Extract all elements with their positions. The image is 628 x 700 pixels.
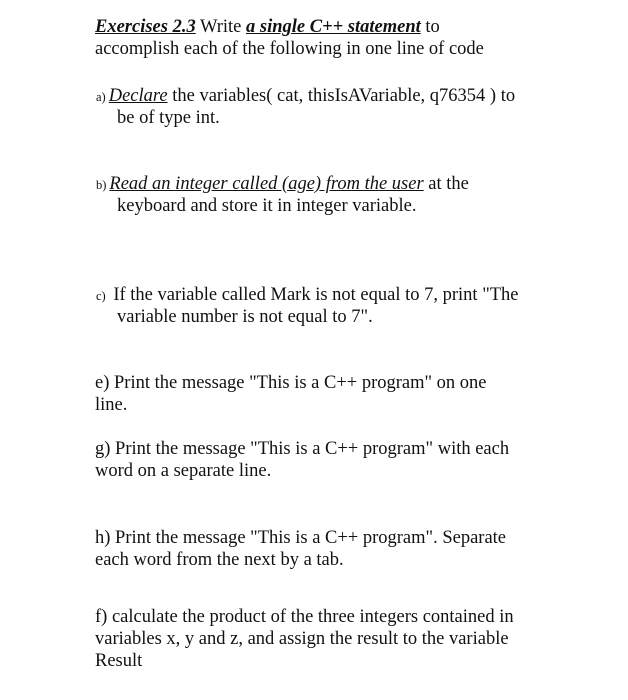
item-c-marker: c) — [96, 289, 106, 303]
item-g-line-1: g) Print the message "This is a C++ program" with each — [95, 439, 510, 459]
item-c-text: If the variable called Mark is not equal to 7, print "The — [108, 285, 519, 305]
item-c-line-1 — [96, 284, 519, 307]
heading-write-text: Write — [195, 17, 247, 37]
item-f-line-2: variables x, y and z, and assign the result to the variable — [95, 629, 509, 649]
item-h-line-1: h) Print the message "This is a C++ program". Separate — [95, 528, 507, 548]
item-g-line-2: word on a separate line. — [95, 461, 272, 481]
item-a-rest: the variables( cat, thisIsAVariable, q76354 ) to — [167, 86, 516, 106]
item-b-marker: b) — [96, 178, 107, 192]
exercise-label: Exercises 2.3 — [95, 17, 196, 37]
item-a-keyword: Declare — [108, 86, 168, 106]
item-f-line-1: f) calculate the product of the three integers contained in — [95, 607, 514, 627]
item-f-line-3: Result — [95, 651, 143, 671]
item-c-line-2: variable number is not equal to 7". — [117, 307, 373, 327]
item-h-line-2: each word from the next by a tab. — [95, 550, 344, 570]
item-b-line-1 — [96, 173, 469, 196]
item-b-keyword: Read an integer called (age) from the user — [109, 174, 424, 194]
heading-line-2: accomplish each of the following in one line of code — [95, 39, 484, 59]
item-a-line-1 — [96, 85, 515, 108]
heading-emphasis: a single C++ statement — [246, 17, 421, 37]
item-a-line-2: be of type int. — [117, 108, 220, 128]
item-e-line-1: e) Print the message "This is a C++ program" on one — [95, 373, 487, 393]
item-a-marker: a) — [96, 90, 106, 104]
heading-after-emphasis: to — [420, 17, 440, 37]
item-e-line-2: line. — [95, 395, 128, 415]
item-b-rest: at the — [423, 174, 469, 194]
heading-line-1 — [95, 16, 440, 38]
item-b-line-2: keyboard and store it in integer variable. — [117, 196, 417, 216]
